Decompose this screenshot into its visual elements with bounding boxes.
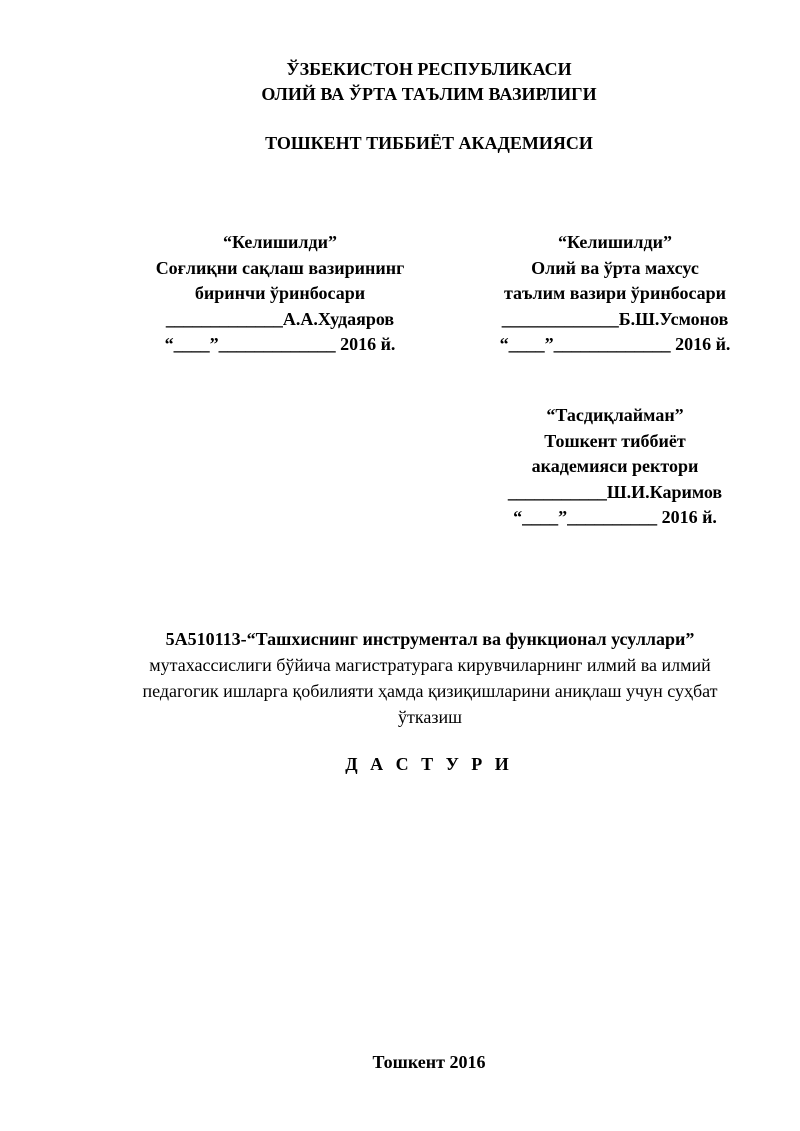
agreed-right-date: “____”_____________ 2016 й. [499,334,731,354]
country-heading: ЎЗБЕКИСТОН РЕСПУБЛИКАСИ [286,59,572,79]
agreed-left-position-line2: биринчи ўринбосари [194,283,366,303]
footer-city-year: Тошкент 2016 [372,1052,486,1072]
program-description-line1: мутахассислиги бўйича магистратурага кирувчиларнинг илмий ва илмий [149,655,711,675]
institution-heading: ТОШКЕНТ ТИББИЁТ АКАДЕМИЯСИ [265,133,593,153]
approved-position-line1: Тошкент тиббиёт [544,430,686,451]
approved-date: “____”__________ 2016 й. [513,507,717,527]
document-type-heading: Д А С Т У Р И [345,754,513,774]
agreed-left-block [130,230,430,358]
agreed-left-title: “Келишилди” [223,232,337,252]
ministry-heading: ОЛИЙ ВА ЎРТА ТАЪЛИМ ВАЗИРЛИГИ [261,84,597,104]
program-title-block [100,626,760,730]
agreed-right-position-line2: таълим вазири ўринбосари [503,283,727,303]
agreed-left-date: “____”_____________ 2016 й. [164,334,396,354]
program-title: 5А510113-“Ташхиснинг инструментал ва функционал усуллари” [165,629,695,649]
agreed-left-signature: _____________А.А.Худаяров [165,308,395,329]
approved-block [465,403,765,531]
approved-position-line2: академияси ректори [531,456,699,476]
agreed-right-block [465,230,765,358]
program-description-line2: педагогик ишларга қобилияти ҳамда қизиқишларини аниқлаш учун суҳбат [142,681,718,701]
agreed-right-position-line1: Олий ва ўрта махсус [531,257,699,278]
agreed-right-title: “Келишилди” [558,232,672,252]
program-description-line3: ўтказиш [398,707,462,727]
approved-signature: ___________Ш.И.Каримов [507,481,723,502]
agreed-right-signature: _____________Б.Ш.Усмонов [501,308,729,329]
approved-title: “Тасдиқлайман” [546,405,684,425]
agreed-left-position-line1: Соғлиқни сақлаш вазирининг [155,257,405,278]
